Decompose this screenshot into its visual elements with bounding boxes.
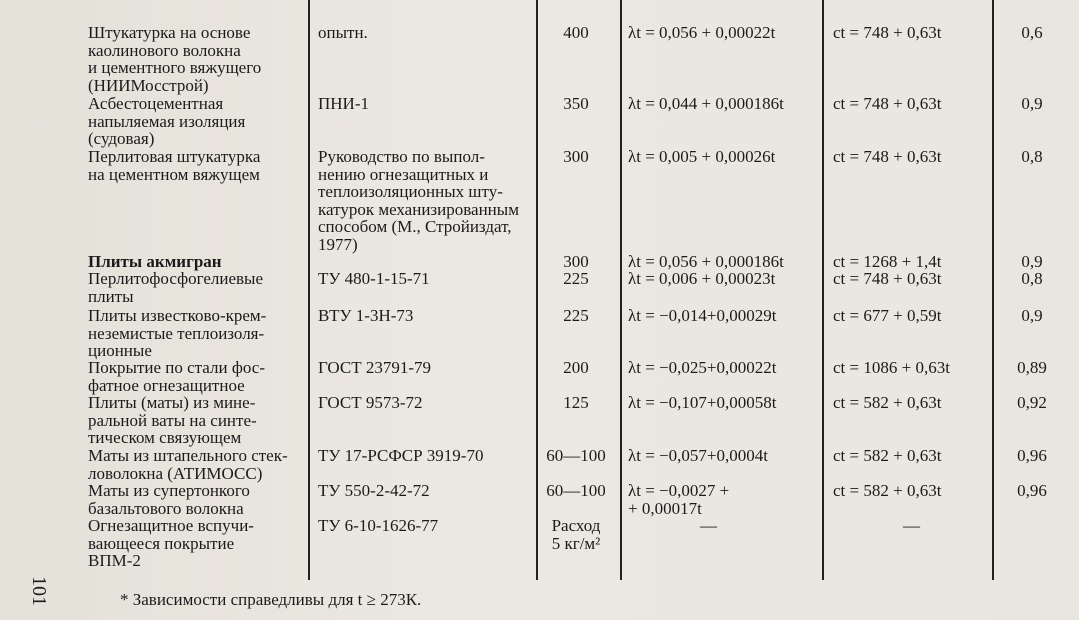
thermal-conductivity: λt = −0,057+0,0004t [628, 446, 768, 465]
heat-capacity: ct = 677 + 0,59t [833, 306, 942, 325]
footnote: * Зависимости справедливы для t ≥ 273К. [120, 590, 422, 609]
standard-document: ТУ 550-2-42-72 [318, 481, 430, 500]
thermal-conductivity: λt = 0,005 + 0,00026t [628, 147, 776, 166]
heat-capacity: ct = 582 + 0,63t [833, 481, 942, 500]
thermal-conductivity: λt = 0,044 + 0,000186t [628, 94, 784, 113]
page-number: 101 [28, 576, 50, 606]
emissivity: 0,9 [1021, 306, 1043, 325]
heat-capacity: ct = 1086 + 0,63t [833, 358, 950, 377]
max-temperature: 225 [563, 306, 589, 325]
emissivity: 0,9 [1021, 252, 1043, 271]
column-divider-2 [536, 0, 538, 580]
emissivity: 0,96 [1017, 446, 1047, 465]
heat-capacity: ct = 748 + 0,63t [833, 147, 942, 166]
heat-capacity: ct = 1268 + 1,4t [833, 252, 942, 271]
thermal-conductivity: λt = −0,107+0,00058t [628, 393, 777, 412]
thermal-conductivity: — [700, 516, 717, 535]
thermal-conductivity: λt = −0,014+0,00029t [628, 306, 777, 325]
max-temperature: 60—100 [546, 481, 606, 500]
max-temperature: Расход 5 кг/м² [551, 516, 601, 553]
emissivity: 0,96 [1017, 481, 1047, 500]
material-name: Перлитофосфогелиевые плиты [88, 269, 264, 306]
column-divider-3 [620, 0, 622, 580]
standard-document: ВТУ 1-3Н-73 [318, 306, 414, 325]
standard-document: ТУ 480-1-15-71 [318, 269, 430, 288]
heat-capacity: ct = 748 + 0,63t [833, 23, 942, 42]
thermal-conductivity: λt = −0,0027 + + 0,00017t [628, 481, 730, 518]
standard-document: ПНИ-1 [318, 94, 369, 113]
column-divider-4 [822, 0, 824, 580]
max-temperature: 60—100 [546, 446, 606, 465]
max-temperature: 300 [563, 147, 589, 166]
heat-capacity: ct = 582 + 0,63t [833, 446, 942, 465]
material-name: Покрытие по стали фос- фатное огнезащитное [88, 358, 265, 395]
emissivity: 0,6 [1021, 23, 1043, 42]
material-name: Плиты известково-крем- неземистые теплоизоля- ционные [88, 306, 267, 360]
thermal-conductivity: λt = 0,056 + 0,00022t [628, 23, 776, 42]
emissivity: 0,8 [1021, 269, 1043, 288]
max-temperature: 125 [563, 393, 589, 412]
max-temperature: 200 [563, 358, 589, 377]
standard-document: ГОСТ 9573-72 [318, 393, 423, 412]
material-name: Плиты (маты) из мине- ральной ваты на синте- тическом связующем [88, 393, 257, 447]
material-name: Маты из штапельного стек- ловолокна (АТИМОСС) [88, 446, 288, 483]
thermal-conductivity: λt = −0,025+0,00022t [628, 358, 777, 377]
max-temperature: 350 [563, 94, 589, 113]
emissivity: 0,89 [1017, 358, 1047, 377]
standard-document: ТУ 17-РСФСР 3919-70 [318, 446, 484, 465]
material-name: Штукатурка на основе каолинового волокна и цементного вяжущего (НИИМосстрой) [88, 23, 262, 95]
max-temperature: 300 [563, 252, 589, 271]
max-temperature: 400 [563, 23, 589, 42]
standard-document: опытн. [318, 23, 368, 42]
material-name: Маты из супертонкого базальтового волокна [88, 481, 250, 518]
standard-document: Руководство по выпол- нению огнезащитных и теплоизоляционных шту- катурок механизированным способом (М., Стройиздат, 1977) [318, 147, 519, 254]
material-name: Огнезащитное вспучи- вающееся покрытие ВПМ-2 [88, 516, 254, 570]
column-divider-5 [992, 0, 994, 580]
emissivity: 0,8 [1021, 147, 1043, 166]
heat-capacity: — [903, 516, 920, 535]
standard-document: ТУ 6-10-1626-77 [318, 516, 439, 535]
heat-capacity: ct = 748 + 0,63t [833, 94, 942, 113]
heat-capacity: ct = 582 + 0,63t [833, 393, 942, 412]
column-divider-1 [308, 0, 310, 580]
material-name: Перлитовая штукатурка на цементном вяжущем [88, 147, 261, 184]
emissivity: 0,9 [1021, 94, 1043, 113]
max-temperature: 225 [563, 269, 589, 288]
thermal-conductivity: λt = 0,006 + 0,00023t [628, 269, 776, 288]
thermal-conductivity: λt = 0,056 + 0,000186t [628, 252, 784, 271]
material-name: Асбестоцементная напыляемая изоляция (судовая) [88, 94, 246, 148]
material-name: Плиты акмигран [88, 252, 222, 271]
heat-capacity: ct = 748 + 0,63t [833, 269, 942, 288]
emissivity: 0,92 [1017, 393, 1047, 412]
standard-document: ГОСТ 23791-79 [318, 358, 432, 377]
